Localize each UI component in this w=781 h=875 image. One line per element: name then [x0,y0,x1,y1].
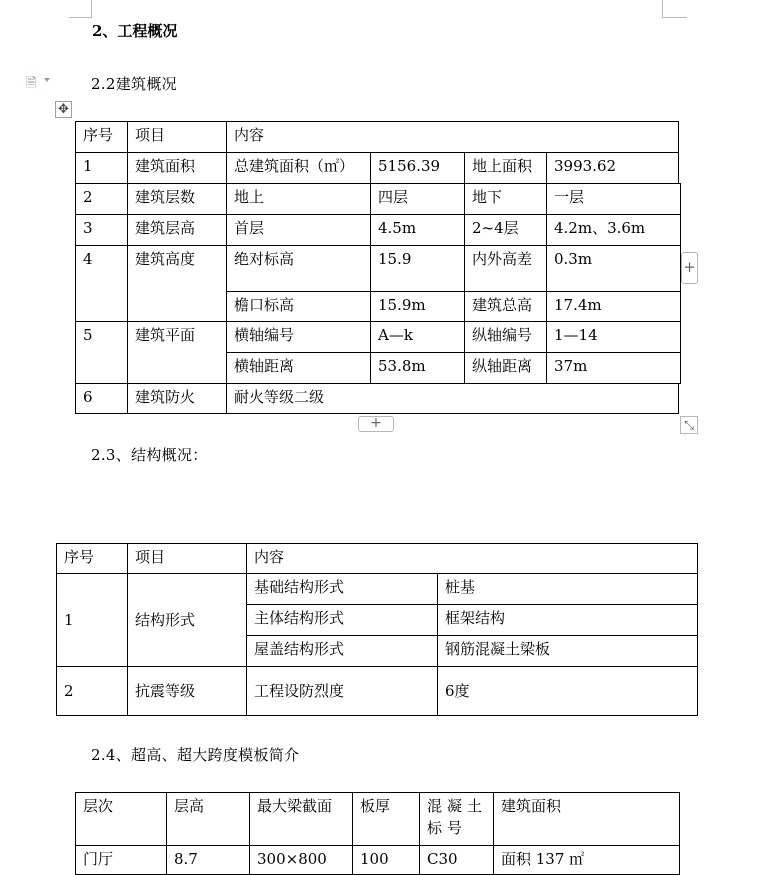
table-cell: 面积 137 ㎡ [493,845,680,875]
table-move-icon[interactable]: ✥ [55,101,72,118]
table-cell: 1 [56,573,128,667]
crop-mark-left [69,0,92,18]
table-cell: 框架结构 [437,604,698,636]
table-cell: 5156.39 [370,152,465,184]
table-cell: 建筑总高 [464,291,547,322]
table-cell: 首层 [226,214,371,246]
table-header-cell: 序号 [75,121,128,153]
table-cell: 建筑层高 [127,214,227,246]
section-heading-formwork: 2.4、超高、超大跨度模板简介 [91,746,300,764]
table-cell: 15.9m [370,291,465,322]
table-cell: 横轴编号 [226,321,371,353]
table-cell: 四层 [370,183,465,215]
table-header-cell: 内容 [246,543,698,574]
table-cell: 主体结构形式 [246,604,438,636]
add-row-button[interactable]: + [358,416,394,432]
table-cell: 53.8m [370,352,465,384]
table-cell: 100 [352,845,420,875]
section-heading-engineering: 2、工程概况 [92,22,178,40]
table-cell: 建筑平面 [127,321,227,384]
table-cell: 基础结构形式 [246,573,438,605]
table-header-cell: 混凝土标号 [419,792,494,846]
table-header-cell: 序号 [56,543,128,574]
table-cell: 结构形式 [127,573,247,667]
table-cell: 桩基 [437,573,698,605]
table-header-cell: 项目 [127,543,247,574]
table-cell: 钢筋混凝土梁板 [437,635,698,667]
table-cell: 抗震等级 [127,666,247,716]
table-cell: 地上面积 [464,152,547,184]
document-icon[interactable]: 🗎 [26,76,37,91]
table-cell: 地下 [464,183,547,215]
table-cell: 15.9 [370,245,465,292]
table-cell: 37m [546,352,681,384]
table-header-cell: 建筑面积 [493,792,680,846]
section-heading-structure: 2.3、结构概况： [91,446,208,464]
table-cell: 4.5m [370,214,465,246]
table-resize-icon[interactable]: ⤡ [680,416,698,434]
table-cell: 4 [75,245,128,322]
table-cell: 300×800 [249,845,353,875]
table-cell: C30 [419,845,494,875]
add-column-button[interactable]: + [681,252,698,284]
table-cell: 门厅 [75,845,167,875]
table-header-cell: 内容 [226,121,679,153]
table-cell: 0.3m [546,245,681,292]
table-cell: 建筑面积 [127,152,227,184]
table-cell: 地上 [226,183,371,215]
crop-mark-right [662,0,687,18]
table-header-cell: 最大梁截面 [249,792,353,846]
table-cell: 耐火等级二级 [226,383,679,414]
table-cell: 建筑高度 [127,245,227,322]
table-cell: 建筑防火 [127,383,227,414]
table-cell: 横轴距离 [226,352,371,384]
table-cell: 总建筑面积（㎡） [226,152,371,184]
table-cell: 工程设防烈度 [246,666,438,716]
table-cell: 屋盖结构形式 [246,635,438,667]
table-cell: 内外高差 [464,245,547,292]
table-cell: 3993.62 [546,152,679,184]
table-cell: 2 [56,666,128,716]
table-header-cell: 层次 [75,792,167,846]
table-cell: 5 [75,321,128,384]
table-cell: 建筑层数 [127,183,227,215]
table-header-cell: 板厚 [352,792,420,846]
chevron-down-icon[interactable] [44,78,50,82]
table-cell: 一层 [546,183,681,215]
table-cell: 2 [75,183,128,215]
table-cell: 17.4m [546,291,681,322]
table-cell: 1 [75,152,128,184]
table-cell: 4.2m、3.6m [546,214,681,246]
table-cell: 绝对标高 [226,245,371,292]
table-header-cell: 层高 [166,792,250,846]
table-cell: 8.7 [166,845,250,875]
table-header-cell: 项目 [127,121,227,153]
table-cell: 纵轴距离 [464,352,547,384]
table-cell: A—k [370,321,465,353]
table-cell: 1—14 [546,321,681,353]
section-heading-building: 2.2建筑概况 [91,75,177,93]
table-cell: 3 [75,214,128,246]
table-cell: 纵轴编号 [464,321,547,353]
table-cell: 檐口标高 [226,291,371,322]
table-cell: 6 [75,383,128,414]
table-cell: 6度 [437,666,698,716]
table-cell: 2~4层 [464,214,547,246]
